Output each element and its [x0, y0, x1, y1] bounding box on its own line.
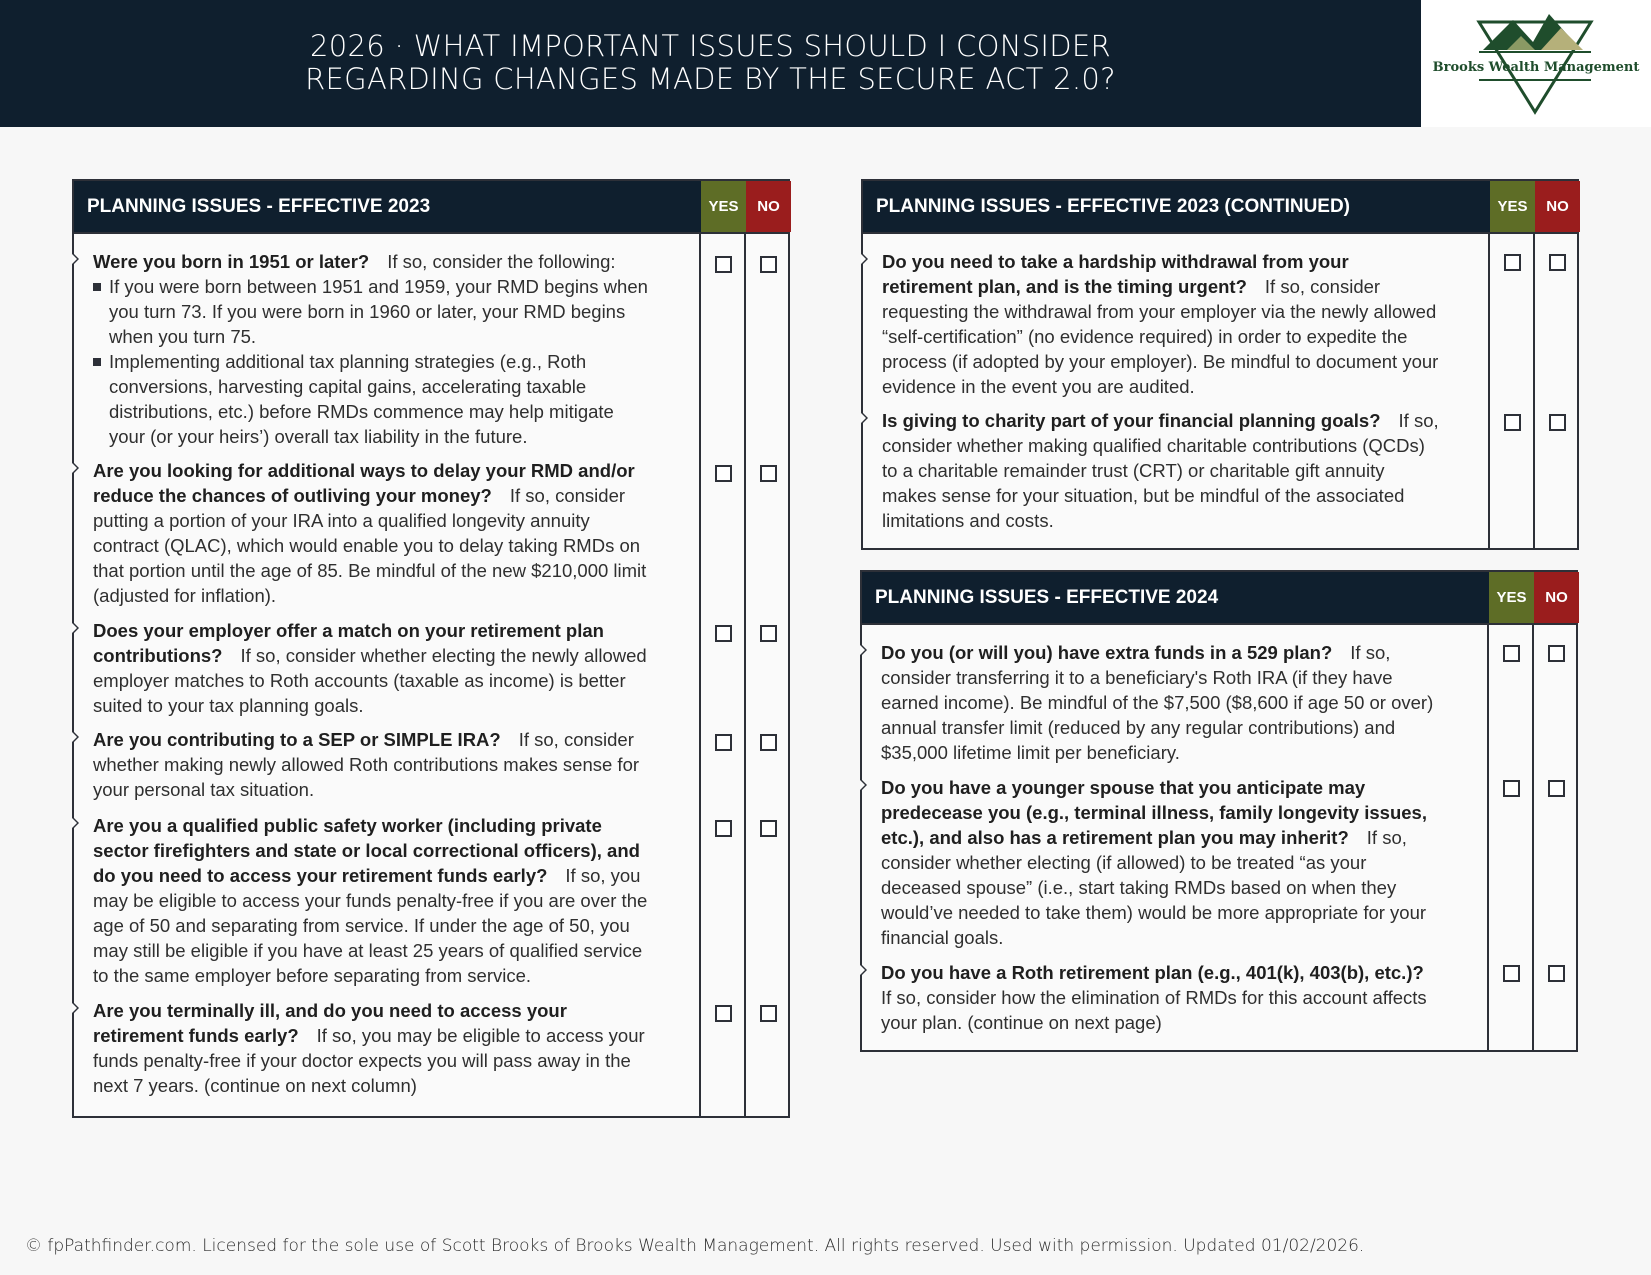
divider: [1533, 232, 1535, 548]
chevron-right-icon: [860, 963, 868, 977]
question-text: Do you need to take a hardship withdrawal from your retirement plan, and is the timing urgent?: [882, 251, 1349, 297]
no-column-header: NO: [1535, 181, 1580, 232]
answer-text: If so, consider requesting the withdrawal from your employer via the newly allowed “self-certification” (no evidence required) in order to expedite the process (if adopted by your employer). Be mindful to document your evidence in the event you are audited.: [882, 276, 1439, 397]
bullet-item: Implementing additional tax planning strategies (e.g., Roth conversions, harvesting capital gains, accelerating taxable distributions, etc.) before RMDs commence may help mitigate your (or your heirs’) overall tax liability in the future.: [93, 349, 653, 449]
question-text: Do you have a younger spouse that you anticipate may predecease you (e.g., terminal illness, family longevity issues, etc.), and also has a retirement plan you may inherit?: [881, 777, 1427, 848]
question-text: Is giving to charity part of your financial planning goals?: [882, 410, 1381, 431]
chevron-right-icon: [72, 1001, 80, 1015]
divider: [1488, 232, 1490, 548]
yes-checkbox[interactable]: [1503, 965, 1520, 982]
question-text: Are you terminally ill, and do you need to access your retirement funds early?: [93, 1000, 567, 1046]
question-text: Do you have a Roth retirement plan (e.g., 401(k), 403(b), etc.)?: [881, 962, 1424, 983]
divider: [1532, 623, 1534, 1050]
table-header: [74, 181, 788, 232]
chevron-right-icon: [72, 252, 80, 266]
chevron-right-icon: [860, 778, 868, 792]
chevron-right-icon: [72, 730, 80, 744]
no-checkbox[interactable]: [1549, 254, 1566, 271]
chevron-right-icon: [72, 621, 80, 635]
list-item: [93, 249, 653, 449]
question-text: Are you looking for additional ways to delay your RMD and/or reduce the chances of outliving your money?: [93, 460, 635, 506]
answer-text: If so, consider whether electing (if allowed) to be treated “as your deceased spouse” (i.e., start taking RMDs based on when they would’ve needed to take them) would be more appropriate for your financial goals.: [881, 827, 1427, 948]
yes-column-header: YES: [1490, 181, 1535, 232]
yes-checkbox[interactable]: [715, 465, 732, 482]
question-text: Does your employer offer a match on your retirement plan contributions?: [93, 620, 604, 666]
divider: [862, 623, 1576, 625]
answer-text: If so, consider whether making qualified charitable contributions (QCDs) to a charitable remainder trust (CRT) or charitable gift annuity makes sense for your situation, but be mindful of the associated limitations and costs.: [882, 410, 1439, 531]
bullet-list: [93, 274, 653, 449]
answer-text: If so, you may be eligible to access your funds penalty-free if your doctor expects you will pass away in the next 7 years. (continue on next column): [93, 1025, 645, 1096]
list-item: [882, 408, 1442, 533]
logo: [1421, 0, 1651, 127]
list-item: [881, 960, 1441, 1035]
table-title: PLANNING ISSUES - EFFECTIVE 2023 (CONTINUED): [876, 196, 1351, 217]
list-item: [93, 813, 653, 988]
list-item: [93, 998, 653, 1098]
yes-column-header: YES: [701, 181, 746, 232]
yes-checkbox[interactable]: [715, 625, 732, 642]
answer-text: If so, consider whether electing the newly allowed employer matches to Roth accounts (taxable as income) is better suited to your tax planning goals.: [93, 645, 647, 716]
question-text: Do you (or will you) have extra funds in a 529 plan?: [881, 642, 1333, 663]
list-item: [881, 640, 1441, 765]
no-checkbox[interactable]: [760, 625, 777, 642]
answer-text: If so, you may be eligible to access your funds penalty-free if you are over the age of 50 and separating from service. If under the age of 50, you may still be eligible if you have at least 25 years of qualified service to the same employer before separating from service.: [93, 865, 648, 986]
yes-checkbox[interactable]: [715, 734, 732, 751]
table-title: PLANNING ISSUES - EFFECTIVE 2024: [875, 587, 1219, 608]
answer-text: If so, consider transferring it to a beneficiary's Roth IRA (if they have earned income). Be mindful of the $7,500 ($8,600 if age 50 or over) annual transfer limit (reduced by any regular contributions) and $35,000 lifetime limit per beneficiary.: [881, 642, 1434, 763]
chevron-right-icon: [861, 252, 869, 266]
yes-checkbox[interactable]: [715, 256, 732, 273]
list-item: [93, 458, 653, 608]
yes-checkbox[interactable]: [1504, 414, 1521, 431]
chevron-right-icon: [861, 411, 869, 425]
no-checkbox[interactable]: [1548, 645, 1565, 662]
page-title: 2026 · WHAT IMPORTANT ISSUES SHOULD I CONSIDER REGARDING CHANGES MADE BY THE SECURE ACT 2.0?: [305, 29, 1116, 96]
list-item: [93, 618, 653, 718]
answer-text: If so, consider how the elimination of RMDs for this account affects your plan. (continue on next page): [881, 987, 1427, 1033]
yes-checkbox[interactable]: [1504, 254, 1521, 271]
divider: [744, 232, 746, 1116]
no-checkbox[interactable]: [760, 256, 777, 273]
table-effective-2024: [860, 570, 1578, 1052]
page-header: [0, 0, 1421, 127]
no-column-header: NO: [746, 181, 791, 232]
yes-checkbox[interactable]: [715, 1005, 732, 1022]
yes-column-header: YES: [1489, 572, 1534, 623]
footer-copyright: © fpPathfinder.com. Licensed for the sole use of Scott Brooks of Brooks Wealth Management. All rights reserved. Used with permission. Updated 01/02/2026.: [25, 1236, 1365, 1256]
question-text: Are you contributing to a SEP or SIMPLE IRA?: [93, 729, 501, 750]
table-header: [862, 572, 1576, 623]
question-text: Are you a qualified public safety worker (including private sector firefighters and state or local correctional officers), and do you need to access your retirement funds early?: [93, 815, 640, 886]
table-title: PLANNING ISSUES - EFFECTIVE 2023: [87, 196, 431, 217]
table-effective-2023: [72, 179, 790, 1118]
logo-text: Brooks Wealth Management: [1432, 60, 1640, 75]
yes-checkbox[interactable]: [1503, 645, 1520, 662]
answer-text: If so, consider the following:: [387, 251, 616, 272]
divider: [699, 232, 701, 1116]
no-checkbox[interactable]: [760, 820, 777, 837]
list-item: [881, 775, 1441, 950]
no-checkbox[interactable]: [1549, 414, 1566, 431]
answer-text: If so, consider whether making newly allowed Roth contributions makes sense for your personal tax situation.: [93, 729, 640, 800]
no-checkbox[interactable]: [760, 734, 777, 751]
no-checkbox[interactable]: [1548, 780, 1565, 797]
no-checkbox[interactable]: [760, 465, 777, 482]
chevron-right-icon: [72, 816, 80, 830]
answer-text: If so, consider putting a portion of your IRA into a qualified longevity annuity contract (QLAC), which would enable you to delay taking RMDs on that portion until the age of 85. Be mindful of the new $210,000 limit (adjusted for inflation).: [93, 485, 647, 606]
list-item: [882, 249, 1442, 399]
no-column-header: NO: [1534, 572, 1579, 623]
yes-checkbox[interactable]: [715, 820, 732, 837]
no-checkbox[interactable]: [760, 1005, 777, 1022]
divider: [74, 232, 788, 234]
bullet-item: If you were born between 1951 and 1959, your RMD begins when you turn 73. If you were born in 1960 or later, your RMD begins when you turn 75.: [93, 274, 653, 349]
table-header: [863, 181, 1577, 232]
divider: [863, 232, 1577, 234]
chevron-right-icon: [860, 643, 868, 657]
question-text: Were you born in 1951 or later?: [93, 251, 370, 272]
chevron-right-icon: [72, 461, 80, 475]
table-effective-2023-continued: [861, 179, 1579, 550]
divider: [1487, 623, 1489, 1050]
yes-checkbox[interactable]: [1503, 780, 1520, 797]
list-item: [93, 727, 653, 802]
no-checkbox[interactable]: [1548, 965, 1565, 982]
